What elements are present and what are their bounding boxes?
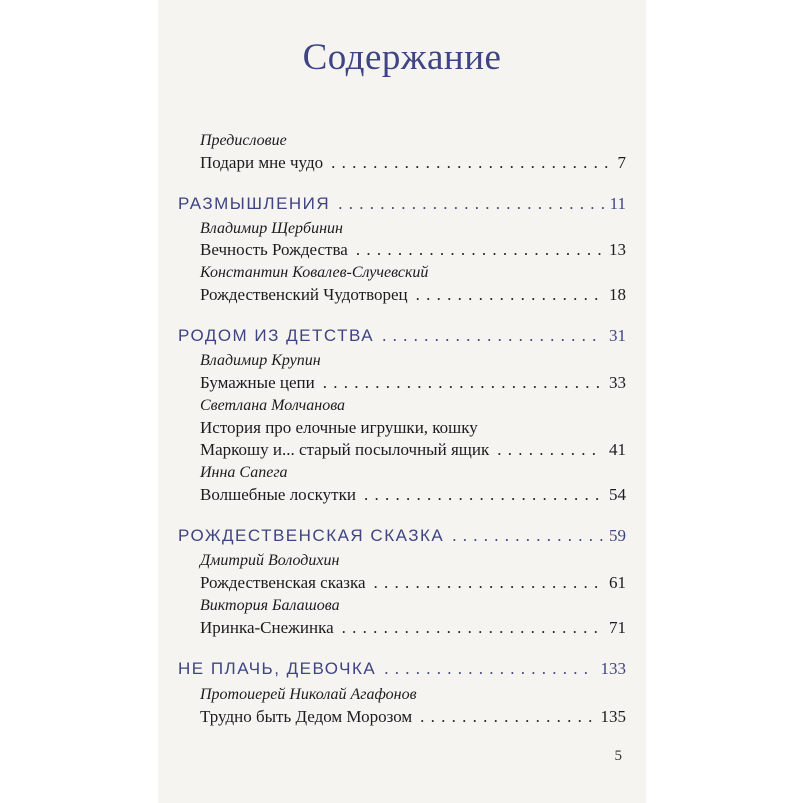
- leader-dots: [331, 153, 611, 173]
- entry-page: 41: [609, 440, 626, 459]
- leader-dots: [384, 659, 594, 679]
- page-title: Содержание: [302, 37, 502, 78]
- section-title: НЕ ПЛАЧЬ, ДЕВОЧКА: [178, 659, 377, 678]
- entry-page: 13: [609, 240, 626, 259]
- leader-dots: [356, 240, 603, 260]
- entry-page: 135: [600, 707, 626, 726]
- entry-author: Виктория Балашова: [200, 597, 340, 614]
- leader-dots: [364, 485, 603, 505]
- leader-dots: [338, 194, 603, 214]
- preface-label: Предисловие: [200, 132, 287, 149]
- toc-entry[interactable]: [200, 373, 626, 393]
- entry-title-line2: Маркошу и... старый посылочный ящик: [200, 440, 490, 459]
- entry-title: Волшебные лоскутки: [200, 485, 356, 504]
- leader-dots: [323, 373, 603, 393]
- entry-page: 54: [609, 485, 626, 504]
- entry-title: Вечность Рождества: [200, 240, 348, 259]
- entry-page: 61: [609, 573, 626, 592]
- entry-author: Светлана Молчанова: [200, 397, 346, 414]
- toc-entry[interactable]: [200, 618, 626, 638]
- toc-entry[interactable]: [200, 440, 626, 460]
- section-page: 59: [609, 526, 626, 545]
- entry-title: Подари мне чудо: [200, 153, 324, 172]
- entry-page: 7: [617, 153, 626, 172]
- toc-section-christmas-tale[interactable]: [178, 526, 626, 546]
- entry-title: Трудно быть Дедом Морозом: [200, 707, 413, 726]
- toc-entry[interactable]: [200, 573, 626, 593]
- leader-dots: [416, 285, 603, 305]
- section-title: РОДОМ ИЗ ДЕТСТВА: [178, 326, 375, 345]
- leader-dots: [374, 573, 603, 593]
- toc-entry[interactable]: [200, 707, 626, 727]
- entry-author: Владимир Крупин: [200, 352, 321, 369]
- toc-entry-preface[interactable]: [200, 153, 626, 173]
- toc-section-childhood[interactable]: [178, 326, 626, 346]
- section-title: РОЖДЕСТВЕНСКАЯ СКАЗКА: [178, 526, 445, 545]
- entry-page: 18: [609, 285, 626, 304]
- entry-title: Иринка-Снежинка: [200, 618, 334, 637]
- entry-author: Дмитрий Володихин: [200, 552, 340, 569]
- toc-section-reflections[interactable]: [178, 194, 626, 214]
- leader-dots: [420, 707, 594, 727]
- leader-dots: [342, 618, 603, 638]
- entry-author: Константин Ковалев-Случевский: [200, 264, 429, 281]
- entry-author: Протоиерей Николай Агафонов: [200, 686, 417, 703]
- leader-dots: [497, 440, 603, 460]
- entry-page: 33: [609, 373, 626, 392]
- toc-entry[interactable]: [200, 285, 626, 305]
- entry-title: Рождественская сказка: [200, 573, 366, 592]
- page-number: 5: [614, 748, 622, 764]
- entry-title: Рождественский Чудотворец: [200, 285, 408, 304]
- entry-author: Инна Сапега: [200, 464, 288, 481]
- section-page: 133: [600, 659, 626, 678]
- toc-entry[interactable]: [200, 240, 626, 260]
- section-title: РАЗМЫШЛЕНИЯ: [178, 194, 331, 213]
- entry-page: 71: [609, 618, 626, 637]
- section-page: 11: [609, 194, 626, 213]
- section-page: 31: [609, 326, 626, 345]
- toc-section-dont-cry[interactable]: [178, 659, 626, 679]
- entry-title: Бумажные цепи: [200, 373, 315, 392]
- leader-dots: [382, 326, 603, 346]
- entry-title-line1[interactable]: История про елочные игрушки, кошку: [200, 418, 478, 437]
- toc-entry[interactable]: [200, 485, 626, 505]
- book-page: [158, 0, 646, 803]
- leader-dots: [452, 526, 603, 546]
- entry-author: Владимир Щербинин: [200, 220, 343, 237]
